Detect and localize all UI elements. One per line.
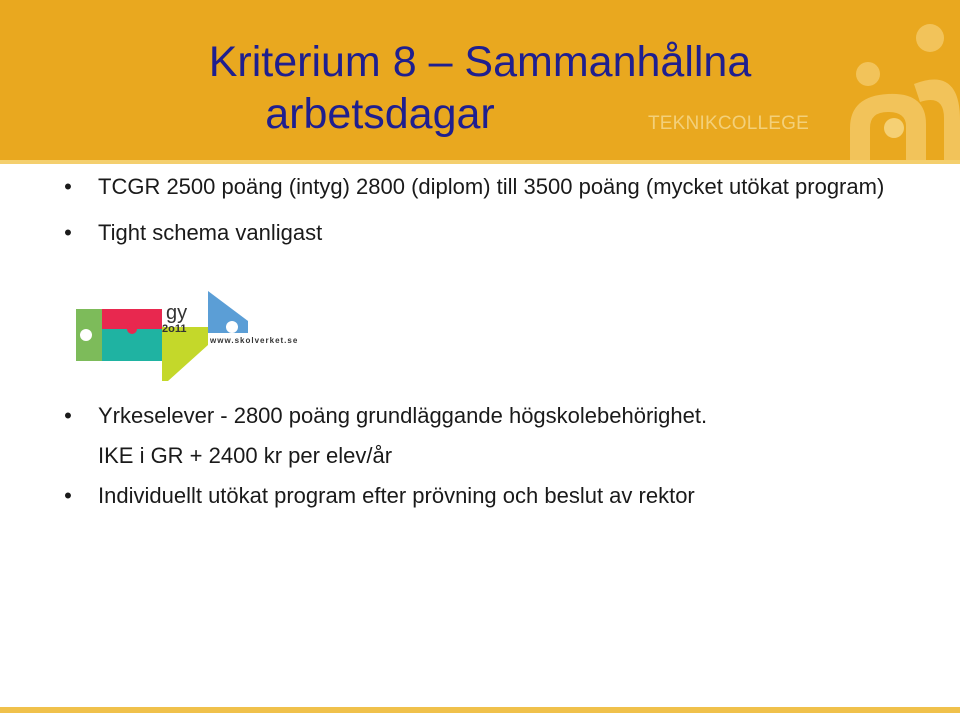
- bullet-item: [62, 218, 922, 248]
- bullet-text: Tight schema vanligast: [98, 220, 323, 245]
- gy2011-puzzle-logo: [72, 287, 304, 383]
- header-underline: [0, 160, 960, 164]
- slide-header: [0, 0, 960, 162]
- brand-label: TEKNIKCOLLEGE: [648, 113, 809, 134]
- title-line-1: Kriterium 8 – Sammanhållna: [208, 38, 752, 86]
- bullet-dot: •: [64, 174, 72, 199]
- puzzle-piece-lime: [162, 327, 208, 381]
- bullet-text: TCGR 2500 poäng (intyg) 2800 (diplom) till 3500 poäng (mycket utökat program): [98, 174, 885, 199]
- bullet-dot: •: [64, 220, 72, 245]
- teknikcollege-logo-icon: [810, 8, 960, 162]
- puzzle-piece-teal: [102, 329, 168, 361]
- sticker-year: 2o11: [162, 323, 187, 335]
- plain-item: [62, 436, 942, 476]
- bullet-item: [62, 172, 922, 202]
- bullet-text: Individuellt utökat program efter prövning och beslut av rektor: [98, 483, 695, 508]
- title-line-2: arbetsdagar: [265, 90, 495, 138]
- item-text: IKE i GR + 2400 kr per elev/år: [98, 443, 393, 468]
- sticker-url: www.skolverket.se: [210, 336, 299, 345]
- top-bullet-list: [62, 172, 922, 248]
- bullet-dot: •: [64, 403, 72, 428]
- footer-bar: [0, 707, 960, 713]
- bullet-item: [62, 476, 942, 516]
- bullet-item: [62, 396, 942, 436]
- bullet-dot: •: [64, 483, 72, 508]
- bullet-text: Yrkeselever - 2800 poäng grundläggande högskolebehörighet.: [98, 403, 708, 428]
- bottom-bullet-list: [62, 396, 942, 516]
- sticker-word: gy: [166, 302, 188, 324]
